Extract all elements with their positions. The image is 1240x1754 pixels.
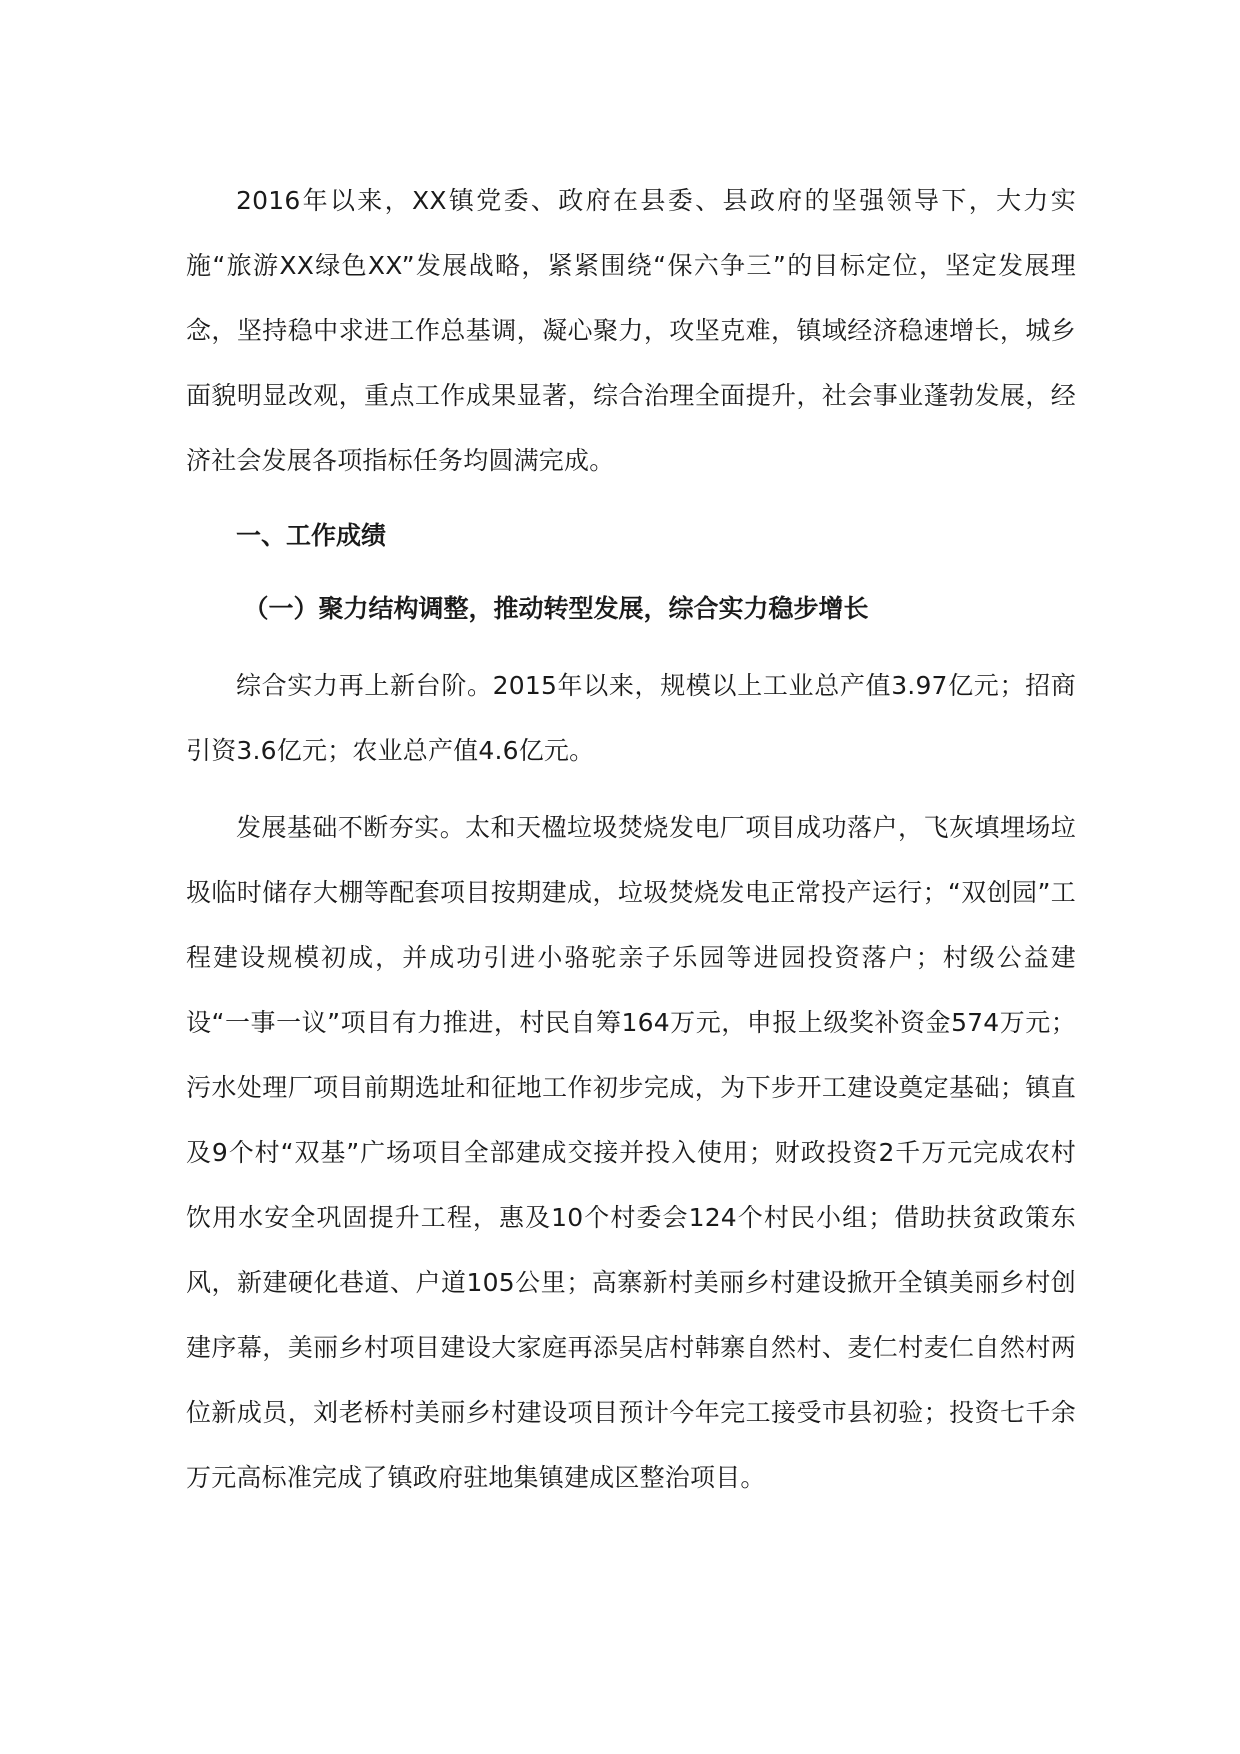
intro-paragraph: 2016年以来，XX镇党委、政府在县委、县政府的坚强领导下，大力实施“旅游XX绿色XX”发展战略，紧紧围绕“保六争三”的目标定位，坚定发展理念，坚持稳中求进工作总基调，凝心聚力，攻坚克难，镇域经济稳速增长，城乡面貌明显改观，重点工作成果显著，综合治理全面提升，社会事业蓬勃发展，经济社会发展各项指标任务均圆满完成。 <box>186 186 1076 475</box>
subsection-heading: （一）聚力结构调整，推动转型发展，综合实力稳步增长 <box>243 594 869 623</box>
foundation-paragraph: 发展基础不断夯实。太和天楹垃圾焚烧发电厂项目成功落户，飞灰填埋场垃圾临时储存大棚等配套项目按期建成，垃圾焚烧发电正常投产运行；“双创园”工程建设规模初成，并成功引进小骆驼亲子乐园等进园投资落户；村级公益建设“一事一议”项目有力推进，村民自筹164万元，申报上级奖补资金574万元；污水处理厂项目前期选址和征地工作初步完成，为下步开工建设奠定基础；镇直及9个村“双基”广场项目全部建成交接并投入使用；财政投资2千万元完成农村饮用水安全巩固提升工程，惠及10个村委会124个村民小组；借助扶贫政策东风，新建硬化巷道、户道105公里；高寨新村美丽乡村建设掀开全镇美丽乡村创建序幕，美丽乡村项目建设大家庭再添吴店村韩寨自然村、麦仁村麦仁自然村两位新成员，刘老桥村美丽乡村建设项目预计今年完工接受市县初验；投资七千余万元高标准完成了镇政府驻地集镇建成区整治项目。 <box>186 813 1076 1492</box>
strength-paragraph: 综合实力再上新台阶。2015年以来，规模以上工业总产值3.97亿元；招商引资3.6亿元；农业总产值4.6亿元。 <box>186 671 1076 765</box>
section-heading: 一、工作成绩 <box>236 521 387 550</box>
document-body <box>186 168 1076 1510</box>
